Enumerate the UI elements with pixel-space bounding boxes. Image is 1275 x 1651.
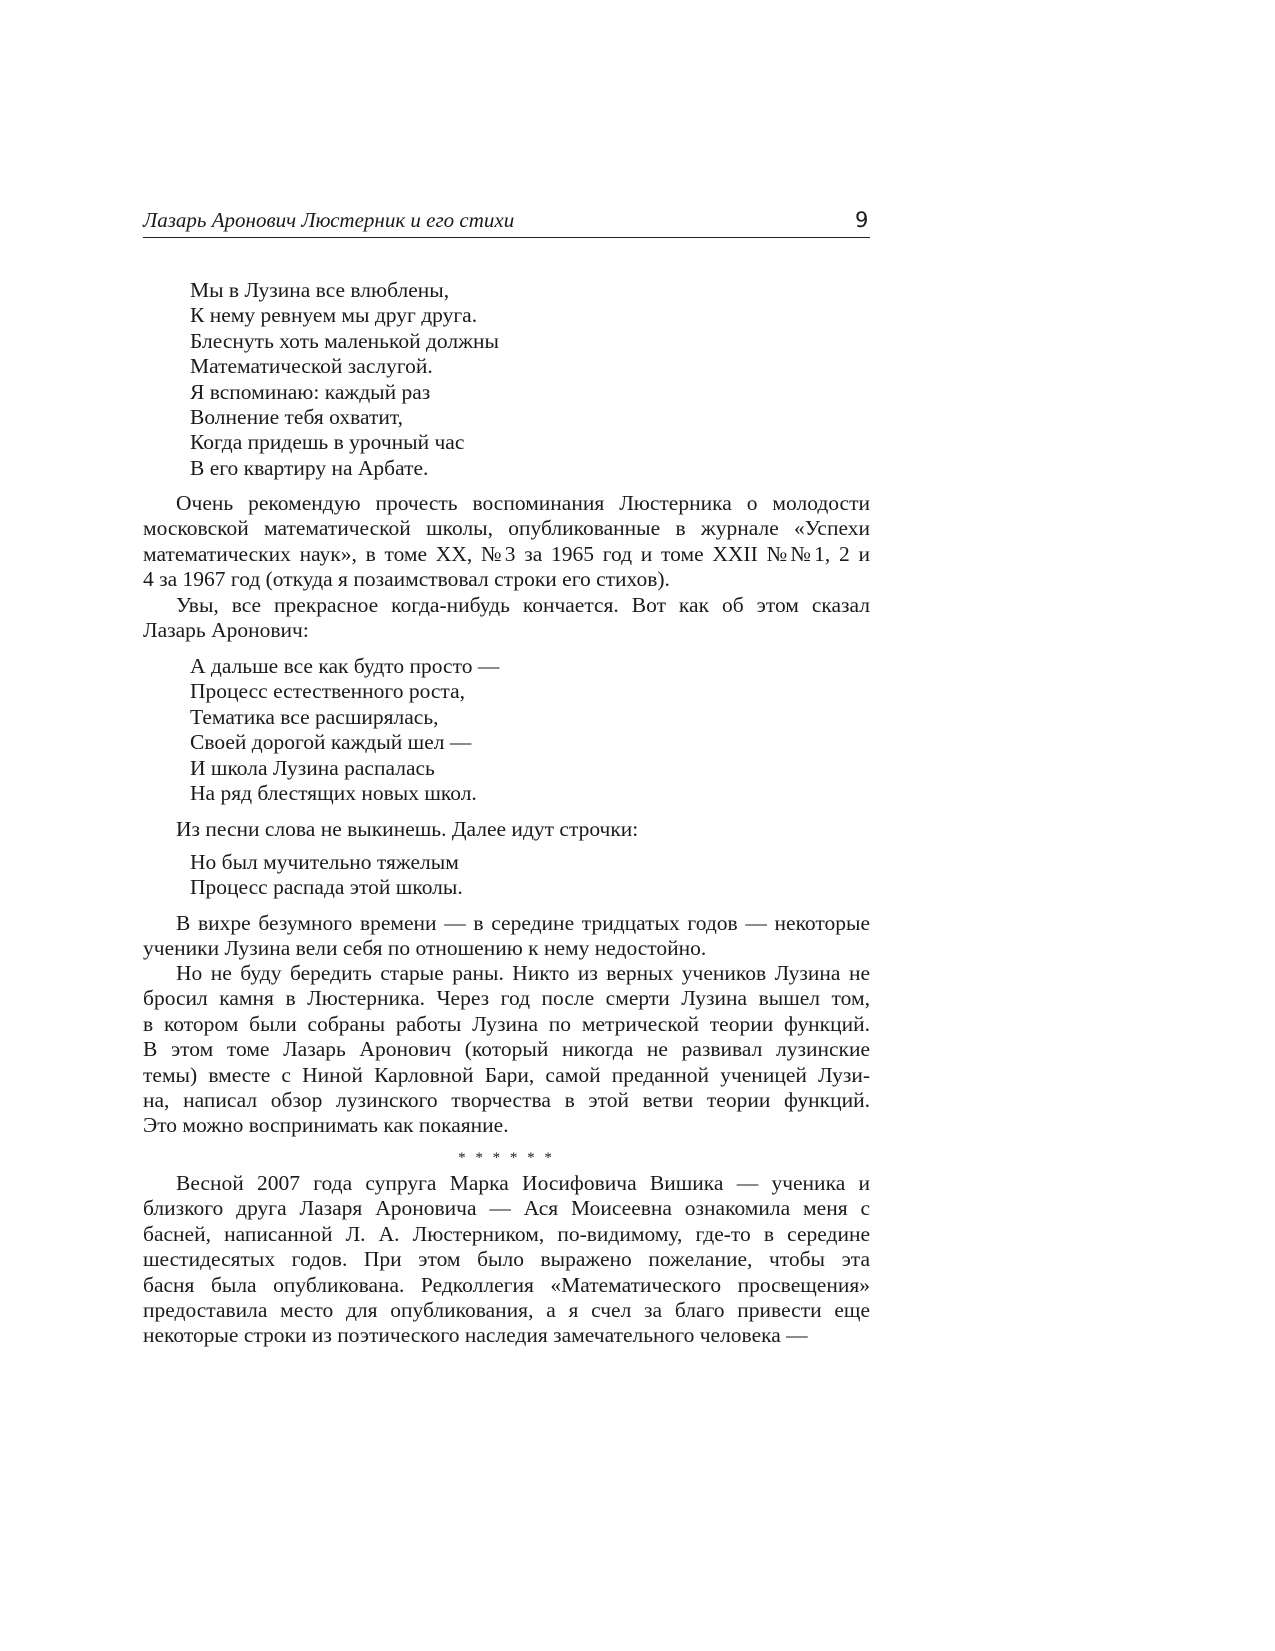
- text-line: Увы, все прекрасное когда-нибудь кончается. Вот как об этом сказал: [176, 593, 870, 617]
- text-line: басня была опубликована. Редколлегия «Математического просвещения»: [143, 1272, 870, 1297]
- poem-line: Но был мучительно тяжелым: [190, 850, 459, 874]
- poem-line: Я вспоминаю: каждый раз: [190, 379, 431, 404]
- text-line: шестидесятых годов. При этом было выражено пожелание, чтобы эта: [143, 1247, 870, 1272]
- poem-line: Когда придешь в урочный час: [190, 430, 465, 455]
- text-line: В этом томе Лазарь Аронович (который никогда не развивал лузинские: [143, 1037, 870, 1062]
- text-line: близкого друга Лазаря Ароновича — Ася Моисеевна ознакомила меня с: [143, 1196, 870, 1221]
- paragraph: [143, 961, 870, 1139]
- text-line: * * * * * *: [458, 1150, 555, 1166]
- text-line: бросил камня в Люстерника. Через год после смерти Лузина вышел том,: [143, 986, 870, 1011]
- page-number: 9: [855, 208, 869, 232]
- poem-line: На ряд блестящих новых школ.: [190, 780, 477, 805]
- paragraph: [143, 593, 870, 644]
- text-line: Из песни слова не выкинешь. Далее идут строчки:: [176, 817, 639, 841]
- poem-line: Блеснуть хоть маленькой должны: [190, 328, 499, 353]
- text-line: Весной 2007 года супруга Марка Иосифовича Вишика — ученика и: [176, 1171, 870, 1195]
- poem-line: Процесс распада этой школы.: [190, 875, 463, 900]
- poem-line: К нему ревнуем мы друг друга.: [190, 303, 478, 328]
- text-line: Но не буду бередить старые раны. Никто из верных учеников Лузина не: [176, 961, 870, 985]
- text-line: некоторые строки из поэтического наследия замечательного человека —: [143, 1323, 808, 1348]
- poem-stanza: [143, 278, 870, 481]
- text-line: ученики Лузина вели себя по отношению к нему недостойно.: [143, 936, 707, 961]
- poem-line: В его квартиру на Арбате.: [190, 455, 429, 480]
- text-line: Это можно воспринимать как покаяние.: [143, 1113, 509, 1138]
- poem-line: Своей дорогой каждый шел —: [190, 730, 472, 755]
- paragraph: [143, 911, 870, 962]
- poem-line: Мы в Лузина все влюблены,: [190, 278, 450, 302]
- text-line: предоставила место для опубликования, а я счел за благо привести еще: [143, 1297, 870, 1322]
- poem-line: Тематика все расширялась,: [190, 704, 439, 729]
- text-line: В вихре безумного времени — в середине тридцатых годов — некоторые: [176, 911, 870, 935]
- poem-line: Математической заслугой.: [190, 354, 433, 379]
- text-line: в котором были собраны работы Лузина по метрической теории функций.: [143, 1011, 870, 1036]
- text-line: московской математической школы, опубликованные в журнале «Успехи: [143, 516, 870, 541]
- header-rule: [143, 237, 870, 238]
- text-line: на, написал обзор лузинского творчества в этой ветви теории функций.: [143, 1087, 870, 1112]
- section-separator: [143, 1146, 870, 1171]
- text-line: темы) вместе с Ниной Карловной Бари, самой преданной ученицей Лузи-: [143, 1062, 870, 1087]
- text-line: математических наук», в томе XX, №3 за 1965 год и томе XXII №№1, 2 и: [143, 541, 870, 566]
- paragraph: [143, 491, 870, 593]
- poem-line: Процесс естественного роста,: [190, 679, 465, 704]
- poem-stanza: [143, 654, 870, 806]
- paragraph: [143, 817, 870, 842]
- text-line: Очень рекомендую прочесть воспоминания Люстерника о молодости: [176, 491, 870, 515]
- poem-stanza: [143, 850, 870, 901]
- paragraph: [143, 1171, 870, 1349]
- text-line: 4 за 1967 год (откуда я позаимствовал строки его стихов).: [143, 567, 670, 592]
- poem-line: А дальше все как будто просто —: [190, 654, 500, 678]
- poem-line: И школа Лузина распалась: [190, 755, 435, 780]
- text-line: басней, написанной Л. А. Люстерником, по-видимому, где-то в середине: [143, 1221, 870, 1246]
- running-header-title: Лазарь Аронович Люстерник и его стихи: [143, 208, 515, 232]
- poem-line: Волнение тебя охватит,: [190, 404, 403, 429]
- text-line: Лазарь Аронович:: [143, 618, 309, 643]
